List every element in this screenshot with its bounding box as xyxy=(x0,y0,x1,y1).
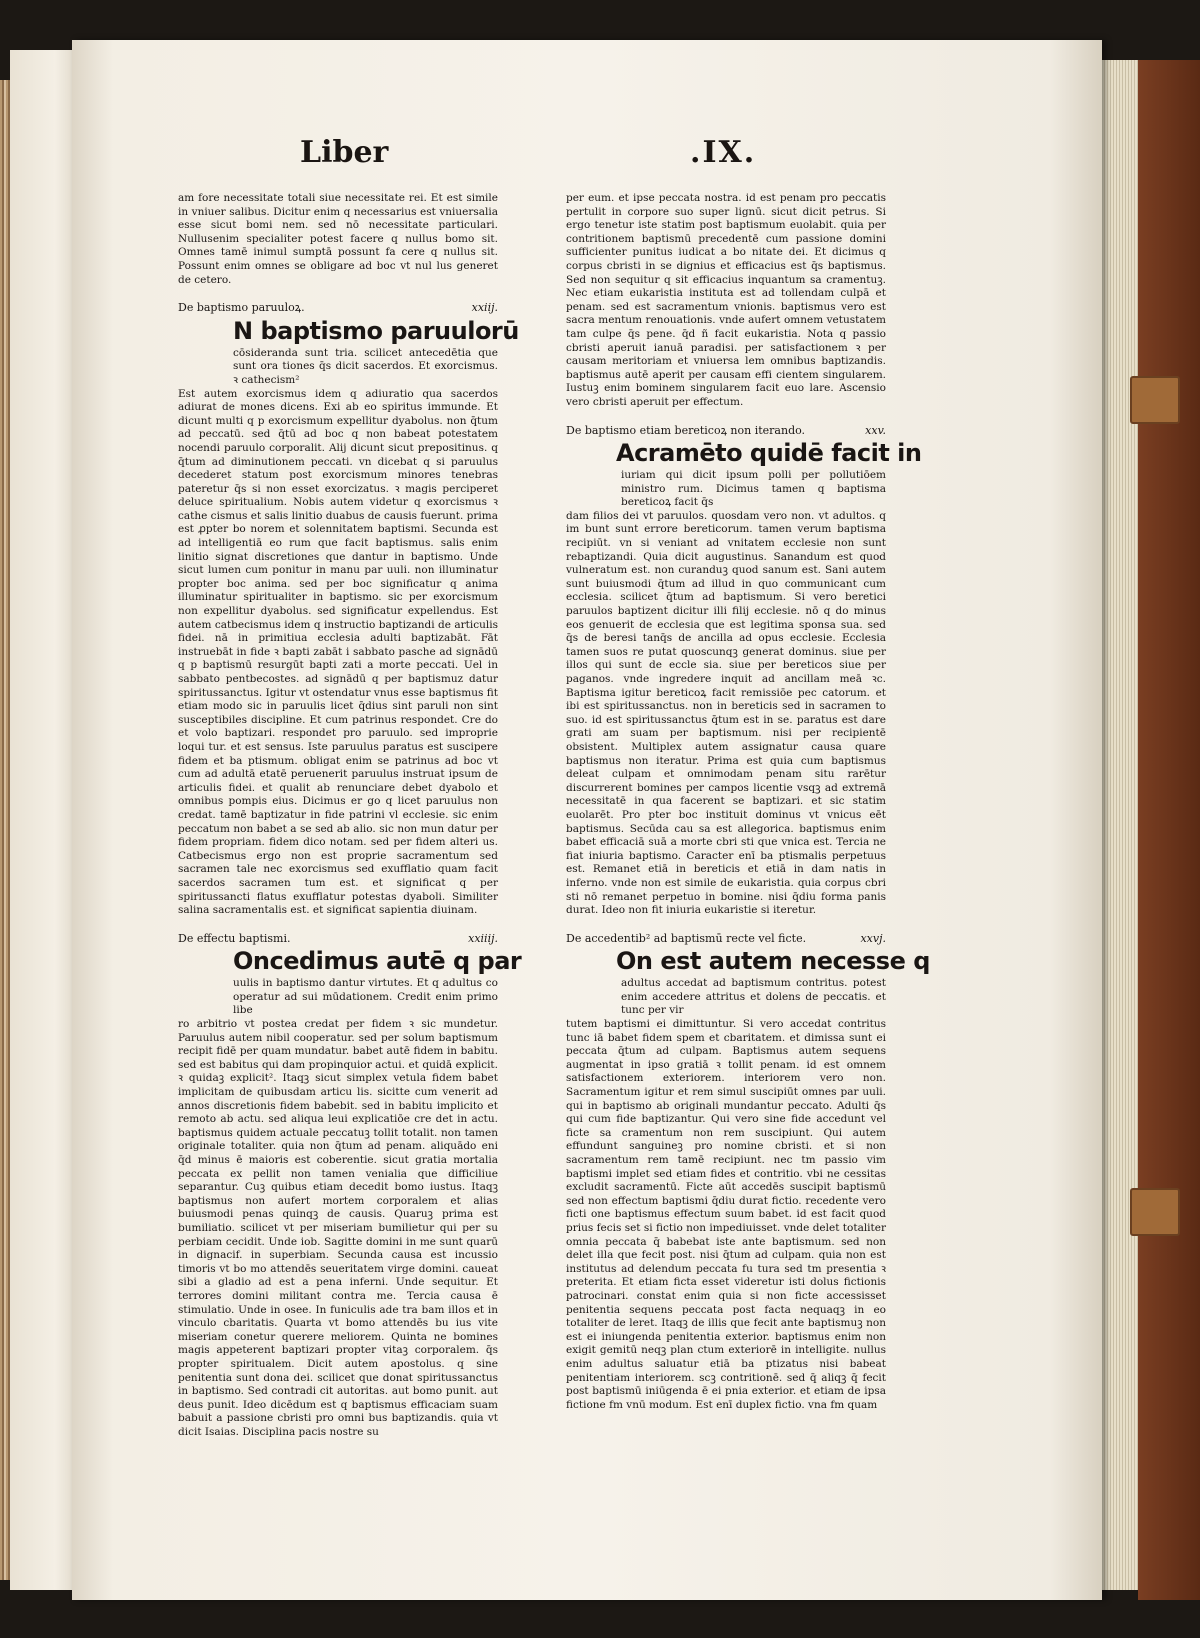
chapter-rubric xyxy=(178,301,498,315)
chapter-number: xxiij. xyxy=(471,301,498,315)
chapter-indented-text: uulis in baptismo dantur virtutes. Et q adultus co operatur ad sui mūdationem. Credit enim primo libe xyxy=(233,977,498,1017)
clasp-lower xyxy=(1130,1188,1180,1236)
chapter-body: ro arbitrio vt postea credat per fidem ꝛ sic mundetur. Paruulus autem nibil cooperatur. sed per solum baptismum recipit fidē per quam mundatur. babet autē fidem in babitu. sed est babitus qui dam propinquior actui. et quidā explicit. ꝛ quidaꝫ explicit². Itaqꝫ sicut simplex vetula fidem babet implicitam de quibusdam articu lis. sicitte cum venerit ad annos discretionis fidem babebit. sed in babitu implicito et remoto ab actu. sed aliqua leui explicatiōe cre det in actu. baptismus quidem actuale peccatuꝫ tollit totalit. non tamen originale totaliter. quia non q̄tum ad penam. aliquādo eni q̄d minus ē maioris est coberentie. sicut gratia mortalia peccata ex pellit non tamen venialia que difficiliue separantur. Cuꝫ quibus etiam decedit bomo iustus. Itaqꝫ baptismus non aufert mortem corporalem et alias buiusmodi penas quinqꝫ de causis. Quaruꝫ prima est bumiliatio. scilicet vt per miseriam bumilietur qui per su perbiam cecidit. Unde iob. Sagitte domini in me sunt quarū in dignacif. in superbiam. Secunda causa est incussio timoris vt bo mo attendēs seueritatem virge domini. caueat sibi a gladio ad est a pena inferni. Unde sequitur. Et terrores domini militant contra me. Tercia causa ē stimulatio. Unde in osee. In funiculis ade tra bam illos et in vinculo cbaritatis. Quarta vt bomo attendēs bu ius vite miseriam conetur querere meliorem. Quinta ne bomines magis appeterent baptizari propter vitaꝫ corporalem. q̄s propter spiritualem. Dicit autem apostolus. q sine penitentia sunt dona dei. scilicet que donat spiritussanctus in baptismo. Sed contradi cit autoritas. aut bomo punit. aut deus punit. Ideo dicēdum est q baptismus efficaciam suam babuit a passione cbristi pro omni bus baptizandis. quia vt dicit Isaias. Disciplina pacis nostre su xyxy=(178,1018,498,1438)
leather-cover xyxy=(1138,60,1200,1600)
rubric-title: De effectu baptismi. xyxy=(178,931,291,945)
chapter-incipit: Acramēto quidē facit in xyxy=(616,439,922,468)
clasp-upper xyxy=(1130,376,1180,424)
chapter-number: xxv. xyxy=(865,423,886,437)
chapter-body: dam filios dei vt paruulos. quosdam vero non. vt adultos. q im bunt sunt errore bereticorum. tamen verum baptisma recipiūt. vn si veniant ad vnitatem ecclesie non sunt rebaptizandi. Quia dicit augustinus. Sanandum est quod vulneratum est. non curanduꝫ quod sanum est. Sani autem sunt buiusmodi q̄tum ad illud in quo communicant cum ecclesia. scilicet q̄tum ad baptismum. Si vero beretici paruulos baptizent dicitur illi filij ecclesie. nō q do minus eos genuerit de ecclesia que est legitima sponsa sua. sed q̄s de beresi tanq̄s de ancilla ad opus ecclesie. Ecclesia tamen suos re putat quoscunqꝫ generat dominus. siue per illos qui sunt de eccle sia. siue per bereticos siue per paganos. vnde ingredere inquit ad ancillam meā ꝛc. Baptisma igitur bereticoꝝ facit remissiōe pec catorum. et ibi est spiritussanctus. non in bereticis sed in sacramen to suo. id est spiritussanctus q̄tum est in se. paratus est dare grati am suam per baptismum. nisi per recipientē obsistent. Multiplex autem assignatur causa quare baptismus non iteratur. Prima est quia cum baptismus deleat culpam et omnimodam penam situ rarētur discurrerent bomines per campos licentie vsqꝫ ad extremā necessitatē in qua facerent se baptizari. et sic statim euolarēt. Pro pter boc instituit dominus vt vnicus eēt baptismus. Secūda cau sa est allegorica. baptismus enim babet efficaciā suā a morte cbri sti que vnica est. Tercia ne fiat iniuria baptismo. Caracter enī ba ptismalis perpetuus est. Remanet etiā in bereticis et etiā in dam natis in inferno. vnde non est simile de eukaristia. quia corpus cbri sti nō remanet perpetuo in bomine. nisi q̄diu forma panis durat. Ideo non fit iniuria eukaristie si iteretur. xyxy=(566,509,886,917)
chapter-incipit: Oncedimus autē q par xyxy=(233,947,522,976)
chapter-body: Est autem exorcismus idem q adiuratio qua sacerdos adiurat de mones dicens. Exi ab eo spiritus immunde. Et dicunt multi q p exorcismum expellitur dyabolus. non q̄tum ad peccatū. sed q̄tū ad boc q non babeat potestatem nocendi paruulo corporalit. Alij dicunt sicut prepositinus. q q̄tum ad diminutionem peccati. vn dicebat q si paruulus decederet statum post exorcismum minores tenebras pateretur q̄s si non esset exorcizatus. ꝛ magis perciperet deluce spiritualium. Nobis autem videtur q exorcismus ꝛ cathe cismus et salis linitio duabus de causis fuerunt. prima est ꝓpter bo norem et solennitatem baptismi. Secunda est ad intelligentiā eo rum que facit baptismus. salis enim linitio signat discretiones que dantur in baptismo. Unde sicut lumen cum ponitur in manu par uuli. non illuminatur propter boc anima. sed per boc significatur q anima illuminatur spiritualiter in baptismo. sic per exorcismum non expellitur dyabolus. sed significatur expellendus. Est autem catbecismus idem q instructio baptizandi de articulis fidei. nā in primitiua ecclesia adulti baptizabāt. Fāt instruebāt in fide ꝛ bapti zabāt i sabbato pasche ad signādū q p baptismū resurgūt bapti zati a morte peccati. Uel in sabbato pentbecostes. ad signādū q per baptismuz datur spiritussanctus. Igitur vt ostendatur vnus esse baptismus fit etiam modo sic in paruulis licet q̄dius sint paruli non sint susceptibiles discipline. Et cum patrinus respondet. Cre do et volo baptizari. respondet pro paruulo. sed improprie loqui tur. et est sensus. Iste paruulus paratus est suscipere fidem et ba ptismum. obligat enim se patrinus ad boc vt cum ad adultā etatē peruenerit paruulus instruat ipsum de articulis fidei. et qualit ab renunciare debet dyabolo et omnibus pompis eius. Dicimus er go q licet paruulus non credat. tamē baptizatur in fide patrini vl ecclesie. sic enim peccatum non babet a se sed ab alio. sic non mun datur per fidem propriam. fidem dico notam. sed per fidem alteri us. Catbecismus ergo non est proprie sacramentum sed sacramen tale nec exorcismus sed exufflatio quam facit sacerdos sacramen tum est. et significat q per spiritussancti flatus exufflatur potestas dyaboli. Similiter salina sacramentalis est. et significat sapientia diuinam. xyxy=(178,387,498,917)
right-opening-paragraph: per eum. et ipse peccata nostra. id est penam pro peccatis pertulit in corpore suo super lignū. sicut dicit petrus. Si ergo tenetur iste statim post baptismum euolabit. quia per contritionem baptismū precedentē cum passione domini sufficienter punitus iudicat a bo nitate dei. Et dicimus q corpus cbristi in se dignius et efficacius est q̄s baptismus. Sed non sequitur q sit efficacius inquantum sa cramentuꝫ. Nec etiam eukaristia instituta est ad tollendam culpā et penam. sed est sacramentum vnionis. baptismus vero est sacra mentum renouationis. vnde aufert omnem vetustatem tam culpe q̄s pene. q̄d ñ facit eukaristia. Nota q passio cbristi aperuit ianuā paradisi. per satisfactionem ꝛ per causam meritoriam et vniuersa lem omnibus baptizandis. baptismus autē aperit per causam effi cientem singularem. Iustuꝫ enim bominem singularem facit euo lare. Ascensio vero cbristi aperuit per effectum. xyxy=(566,192,886,408)
chapter-incipit: N baptismo paruulorū xyxy=(233,316,519,345)
chapter-indented-text: iuriam qui dicit ipsum polli per pollutiōem ministro rum. Dicimus tamen q baptisma bereticoꝝ facit q̄s xyxy=(621,469,886,509)
chapter-indented-text: cōsideranda sunt tria. scilicet antecedētia que sunt ora tiones q̄s dicit sacerdos. Et exorcismus. ꝛ cathecism² xyxy=(233,346,498,386)
chapter-number: xxvj. xyxy=(860,931,886,945)
rubric-title: De baptismo etiam bereticoꝝ non iterando. xyxy=(566,423,806,437)
chapter-rubric xyxy=(566,932,886,946)
chapter-indented-text: adultus accedat ad baptismum contritus. potest enim accedere attritus et dolens de peccatis. et tunc per vir xyxy=(621,977,886,1017)
chapter-incipit: On est autem necesse q xyxy=(616,947,930,976)
running-header-right: .IX. xyxy=(690,135,757,170)
chapter-body: tutem baptismi ei dimittuntur. Si vero accedat contritus tunc iā babet fidem spem et cbaritatem. et dimissa sunt ei peccata q̄tum ad culpam. Baptismus autem sequens augmentat in ipso gratiā ꝛ tollit penam. id est omnem satisfactionem exteriorem. interiorem vero non. Sacramentum igitur et rem simul suscipiūt omnes par uuli. qui in baptismo ab originali mundantur peccato. Adulti q̄s qui cum fide baptizantur. Qui vero sine fide accedunt vel ficte sa cramentum non rem suscipiunt. Qui autem effundunt sanguineꝫ pro nomine cbristi. et si non sacramentum rem tamē recipiunt. nec tm passio vim baptismi implet sed etiam fides et contritio. vbi ne cessitas excludit sacramentū. Ficte aūt accedēs suscipit baptismū sed non effectum baptismi q̄diu durat fictio. recedente vero ficti one baptismus effectum suum babet. id est facit quod prius fecis set si fictio non impediuisset. vnde delet totaliter omnia peccata q̄ babebat iste ante baptismum. sed non delet illa que fecit post. nisi q̄tum ad culpam. quia non est institutus ad delendum peccata fu tura sed tm presentia ꝛ preterita. Et etiam ficta esset videretur isti dolus fictionis patrocinari. constat enim quia si non ficte accessisset penitentia sequens peccata post facta nequaqꝫ in eo totaliter de leret. Itaqꝫ de illis que fecit ante baptismuꝫ non est ei iniungenda penitentia exterior. baptismus enim non exigit gemitū neqꝫ plan ctum exteriorē in intelligite. nullus enim adultus saluatur etiā ba ptizatus nisi babeat penitentiam interiorem. scꝫ contritionē. sed q̄ aliqꝫ q̄ fecit post baptismū iniūgenda ē ei pnia exterior. et etiam de ipsa fictione fm vnū modum. Est enī duplex fictio. vna fm quam xyxy=(566,1018,886,1411)
left-column xyxy=(178,192,522,1453)
right-column xyxy=(566,192,930,1426)
rubric-title: De accedentib² ad baptismū recte vel ficte. xyxy=(566,931,807,945)
chapter-number: xxiiij. xyxy=(468,931,498,945)
rubric-title: De baptismo paruuloꝝ. xyxy=(178,301,305,315)
chapter-rubric xyxy=(178,932,498,946)
running-header-left: Liber xyxy=(300,135,389,170)
chapter-rubric xyxy=(566,424,886,438)
left-opening-paragraph: am fore necessitate totali siue necessitate rei. Et est simile in vniuer salibus. Dicitur enim q necessarius est vniuersalia esse sicut bomi nem. sed nō necessitate particulari. Nullusenim specialiter potest facere q nullus bomo sit. Omnes tamē inimul sumptā possunt fa cere q nullus sit. Possunt enim omnes se obligare ad boc vt nul lus generet de cetero. xyxy=(178,192,498,286)
